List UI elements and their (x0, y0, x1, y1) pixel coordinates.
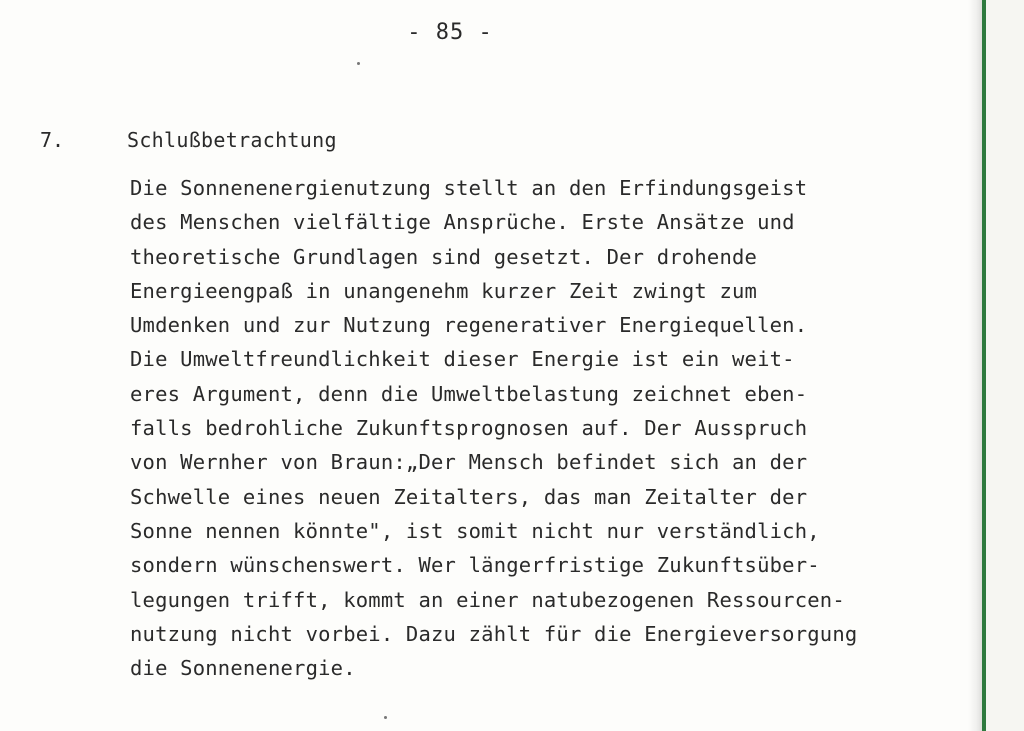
paper-speck (357, 62, 360, 65)
text-line: von Wernher von Braun:„Der Mensch befindet sich an der (130, 450, 808, 475)
page-edge-shadow (968, 0, 982, 731)
text-line: Energieengpaß in unangenehm kurzer Zeit zwingt zum (130, 278, 758, 303)
text-line: Umdenken und zur Nutzung regenerativer Energiequellen. (130, 313, 808, 338)
text-line: nutzung nicht vorbei. Dazu zählt für die Energieversorgung (130, 621, 858, 646)
text-line: Schwelle eines neuen Zeitalters, das man Zeitalter der (130, 484, 808, 509)
text-line: eres Argument, denn die Umweltbelastung zeichnet eben- (130, 381, 808, 406)
text-line: theoretische Grundlagen sind gesetzt. Der drohende (130, 244, 758, 269)
paper-speck (384, 716, 387, 719)
text-line: Die Umweltfreundlichkeit dieser Energie ist ein weit- (130, 347, 795, 372)
text-line: Sonne nennen könnte", ist somit nicht nur verständlich, (130, 518, 820, 543)
section-number: 7. (40, 128, 65, 152)
right-margin (986, 0, 1024, 731)
text-line: sondern wünschenswert. Wer längerfristige Zukunftsüber- (130, 553, 820, 578)
text-line: Die Sonnenenergienutzung stellt an den Erfindungsgeist (130, 176, 808, 200)
text-line: die Sonnenenergie. (130, 656, 356, 681)
body-paragraph (130, 171, 950, 685)
text-line: des Menschen vielfältige Ansprüche. Erste Ansätze und (130, 210, 795, 235)
text-line: legungen trifft, kommt an einer natubezogenen Ressourcen- (130, 587, 845, 612)
page-number: - 85 - (407, 20, 493, 45)
section-title: Schlußbetrachtung (127, 128, 337, 152)
text-line: falls bedrohliche Zukunftsprognosen auf. Der Ausspruch (130, 416, 808, 441)
